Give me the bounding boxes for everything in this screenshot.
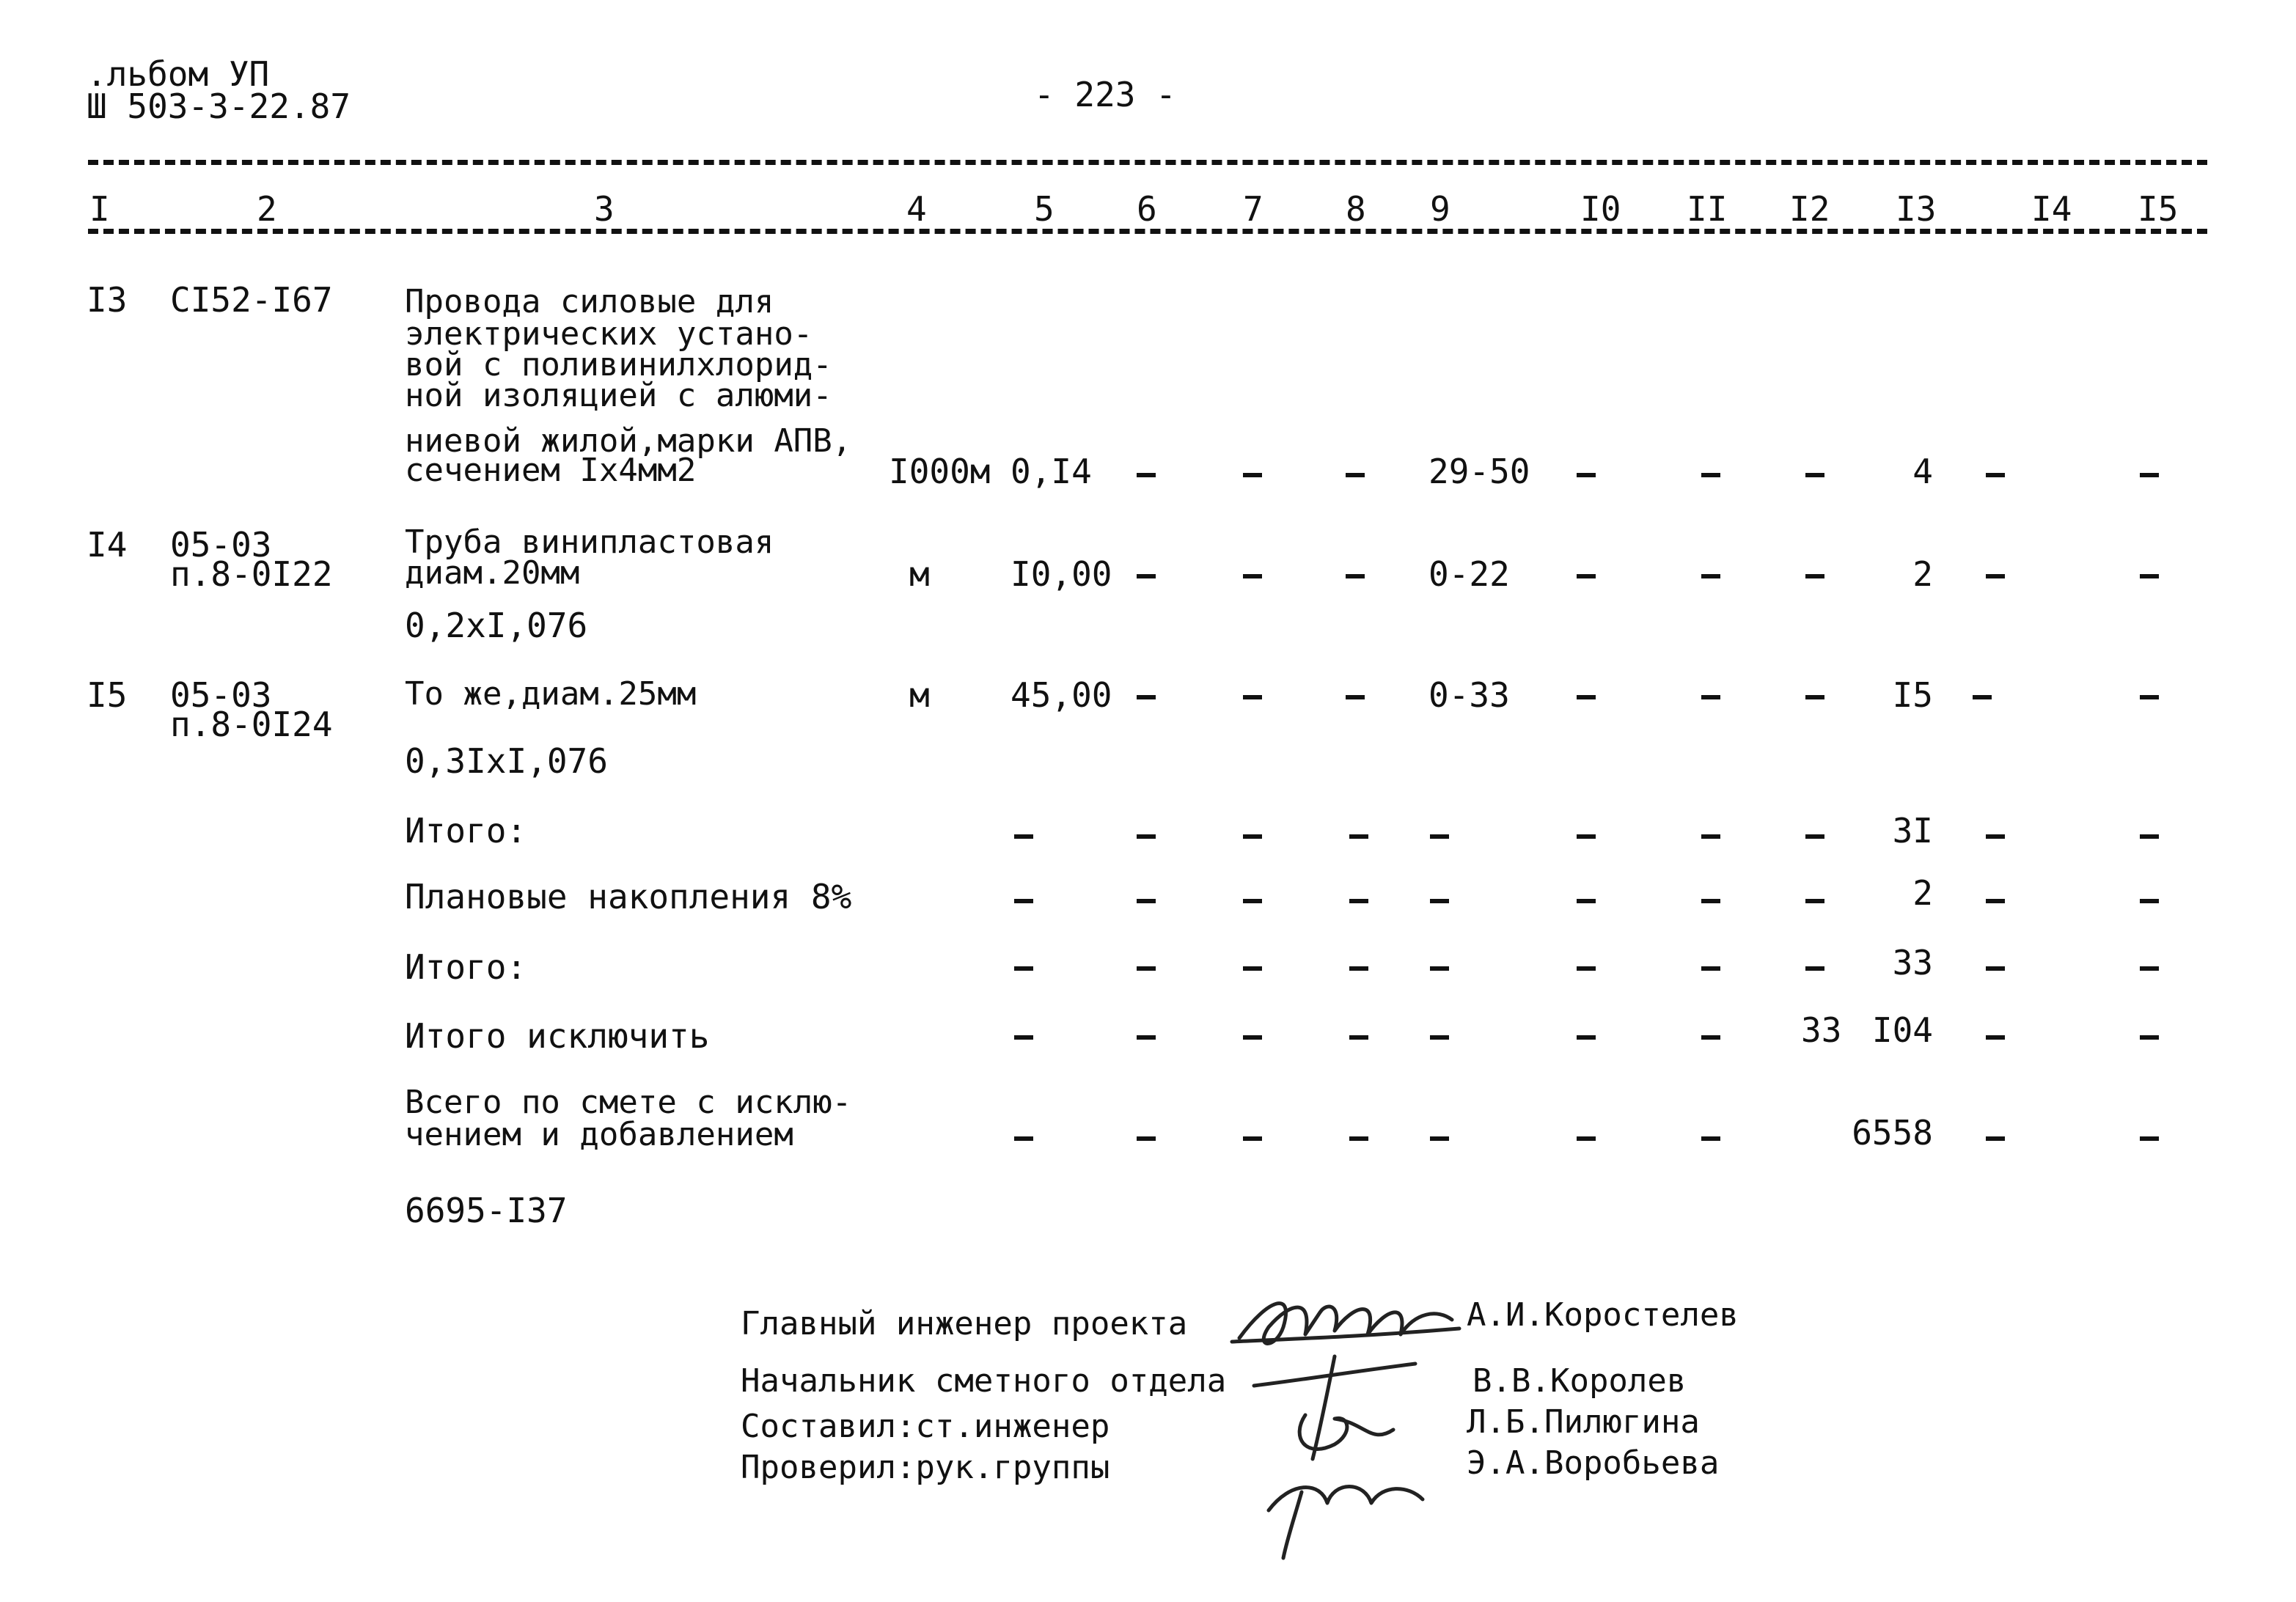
empty-cell-dash (1014, 834, 1033, 839)
empty-cell-dash (1805, 473, 1824, 477)
row-unit: I000м (889, 452, 991, 491)
empty-cell-dash (1346, 695, 1365, 699)
empty-cell-dash (1701, 574, 1720, 578)
empty-cell-dash (1577, 834, 1596, 839)
row-reference: п.8-0I22 (170, 554, 333, 594)
empty-cell-dash (2140, 834, 2159, 839)
handwritten-signatures (1225, 1268, 1474, 1562)
summary-col12: 33 (1801, 1010, 1842, 1050)
empty-cell-dash (1986, 1035, 2005, 1040)
empty-cell-dash (1701, 1035, 1720, 1040)
signature-name: В.В.Королев (1472, 1362, 1687, 1400)
empty-cell-dash (1577, 473, 1596, 477)
empty-cell-dash (1701, 834, 1720, 839)
empty-cell-dash (1243, 1035, 1262, 1040)
empty-cell-dash (1014, 966, 1033, 971)
empty-cell-dash (1986, 574, 2005, 578)
col-header: 8 (1346, 189, 1366, 229)
row-total: I5 (1892, 675, 1933, 715)
empty-cell-dash (1243, 1136, 1262, 1141)
row-unit-price: 0-33 (1428, 675, 1510, 715)
row-number: I3 (87, 280, 128, 320)
empty-cell-dash (1137, 1035, 1156, 1040)
row-unit: м (909, 554, 930, 594)
grand-total: 6695-I37 (405, 1191, 568, 1230)
empty-cell-dash (2140, 574, 2159, 578)
empty-cell-dash (1973, 695, 1992, 699)
row-description: То же,диам.25мм (405, 675, 697, 713)
empty-cell-dash (1430, 1136, 1449, 1141)
empty-cell-dash (1701, 473, 1720, 477)
col-header: 7 (1243, 189, 1263, 229)
empty-cell-dash (1805, 966, 1824, 971)
empty-cell-dash (1137, 899, 1156, 903)
empty-cell-dash (1577, 574, 1596, 578)
empty-cell-dash (1243, 834, 1262, 839)
signature-name: Э.А.Воробьева (1467, 1444, 1720, 1482)
empty-cell-dash (2140, 899, 2159, 903)
empty-cell-dash (2140, 1136, 2159, 1141)
col-header: I4 (2031, 189, 2072, 229)
col-header: I (89, 189, 110, 229)
summary-total: 2 (1912, 873, 1933, 913)
empty-cell-dash (2140, 473, 2159, 477)
row-quantity: I0,00 (1011, 554, 1112, 594)
row-description: Труба винипластовая (405, 523, 774, 561)
album-label: .льбом УП (87, 54, 270, 94)
col-header: I3 (1896, 189, 1937, 229)
empty-cell-dash (1137, 574, 1156, 578)
signature-name: А.И.Коростелев (1467, 1296, 1739, 1334)
row-reference: CI52-I67 (170, 280, 333, 320)
row-description: диам.20мм (405, 554, 580, 592)
empty-cell-dash (1137, 473, 1156, 477)
row-reference: 05-03 (170, 675, 272, 715)
row-number: I5 (87, 675, 128, 715)
col-header: I5 (2138, 189, 2179, 229)
row-total: 4 (1912, 452, 1933, 491)
empty-cell-dash (1014, 1035, 1033, 1040)
signature-role: Главный инженер проекта (741, 1305, 1188, 1342)
empty-cell-dash (1137, 1136, 1156, 1141)
row-description: сечением Iх4мм2 (405, 452, 697, 489)
empty-cell-dash (1349, 1136, 1368, 1141)
empty-cell-dash (2140, 1035, 2159, 1040)
empty-cell-dash (1430, 899, 1449, 903)
empty-cell-dash (1243, 899, 1262, 903)
empty-cell-dash (1243, 473, 1262, 477)
col-header: 5 (1034, 189, 1055, 229)
empty-cell-dash (1243, 695, 1262, 699)
signature-role: Начальник сметного отдела (741, 1362, 1227, 1400)
summary-label: Всего по смете с исклю- (405, 1084, 852, 1121)
summary-total: 3I (1892, 811, 1933, 850)
summary-total: 6558 (1852, 1113, 1933, 1153)
row-unit-price: 29-50 (1428, 452, 1530, 491)
row-total: 2 (1912, 554, 1933, 594)
empty-cell-dash (1014, 899, 1033, 903)
row-unit: м (909, 675, 930, 715)
empty-cell-dash (1805, 834, 1824, 839)
summary-total: I04 (1871, 1010, 1933, 1050)
col-header: 2 (257, 189, 277, 229)
col-header: 6 (1137, 189, 1157, 229)
empty-cell-dash (1701, 695, 1720, 699)
empty-cell-dash (1805, 899, 1824, 903)
empty-cell-dash (1430, 1035, 1449, 1040)
row-unit-price: 0-22 (1428, 554, 1510, 594)
empty-cell-dash (1701, 1136, 1720, 1141)
summary-total: 33 (1892, 943, 1933, 982)
empty-cell-dash (1986, 473, 2005, 477)
empty-cell-dash (1805, 695, 1824, 699)
document-code: Ш 503-3-22.87 (87, 87, 351, 126)
signature-role: Составил:ст.инженер (741, 1408, 1110, 1445)
row-reference: п.8-0I24 (170, 705, 333, 744)
empty-cell-dash (1577, 695, 1596, 699)
col-header: 4 (906, 189, 927, 229)
empty-cell-dash (1349, 899, 1368, 903)
row-description: электрических устано- (405, 315, 813, 353)
empty-cell-dash (1986, 1136, 2005, 1141)
row-quantity: 45,00 (1011, 675, 1112, 715)
summary-label: Плановые накопления 8% (405, 877, 852, 916)
empty-cell-dash (1577, 899, 1596, 903)
page-number: - 223 - (1034, 75, 1176, 114)
empty-cell-dash (1014, 1136, 1033, 1141)
row-number: I4 (87, 525, 128, 565)
empty-cell-dash (1701, 966, 1720, 971)
empty-cell-dash (1986, 834, 2005, 839)
summary-label: чением и добавлением (405, 1116, 793, 1153)
empty-cell-dash (1346, 473, 1365, 477)
column-dashed-rule (88, 229, 2207, 234)
empty-cell-dash (1137, 695, 1156, 699)
empty-cell-dash (1137, 966, 1156, 971)
row-quantity: 0,I4 (1011, 452, 1092, 491)
empty-cell-dash (1243, 574, 1262, 578)
col-header: 3 (594, 189, 615, 229)
empty-cell-dash (1243, 966, 1262, 971)
empty-cell-dash (1577, 1136, 1596, 1141)
col-header: 9 (1430, 189, 1450, 229)
empty-cell-dash (1349, 834, 1368, 839)
summary-label: Итого: (405, 811, 527, 850)
empty-cell-dash (1986, 966, 2005, 971)
empty-cell-dash (1430, 966, 1449, 971)
row-calculation: 0,2хI,076 (405, 606, 588, 645)
empty-cell-dash (1986, 899, 2005, 903)
empty-cell-dash (1137, 834, 1156, 839)
empty-cell-dash (1805, 574, 1824, 578)
row-description: Провода силовые для (405, 283, 774, 320)
signature-role: Проверил:рук.группы (741, 1449, 1110, 1486)
col-header: II (1687, 189, 1728, 229)
row-description: ниевой жилой,марки АПВ, (405, 422, 852, 460)
col-header: I0 (1580, 189, 1621, 229)
row-reference: 05-03 (170, 525, 272, 565)
empty-cell-dash (2140, 966, 2159, 971)
col-header: I2 (1789, 189, 1830, 229)
empty-cell-dash (2140, 695, 2159, 699)
empty-cell-dash (1577, 1035, 1596, 1040)
top-dashed-rule (88, 160, 2207, 165)
summary-label: Итого исключить (405, 1016, 710, 1056)
empty-cell-dash (1577, 966, 1596, 971)
row-description: вой с поливинилхлорид- (405, 346, 832, 383)
signature-name: Л.Б.Пилюгина (1467, 1403, 1700, 1441)
summary-label: Итого: (405, 947, 527, 987)
empty-cell-dash (1349, 966, 1368, 971)
empty-cell-dash (1346, 574, 1365, 578)
row-calculation: 0,3IхI,076 (405, 741, 608, 781)
empty-cell-dash (1430, 834, 1449, 839)
empty-cell-dash (1701, 899, 1720, 903)
empty-cell-dash (1349, 1035, 1368, 1040)
row-description: ной изоляцией с алюми- (405, 377, 832, 414)
